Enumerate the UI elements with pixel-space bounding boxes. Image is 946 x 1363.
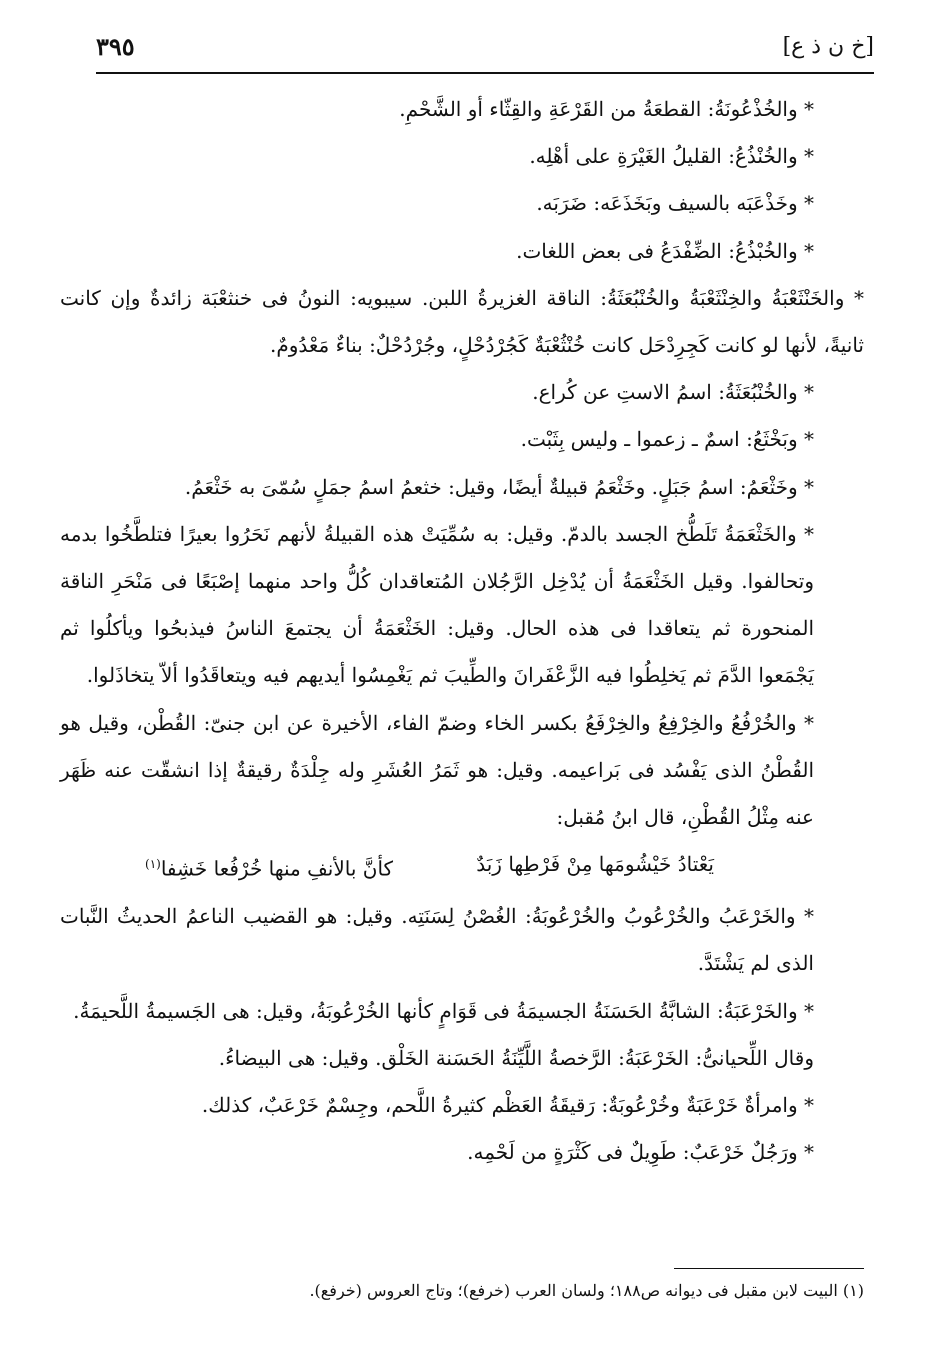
entry-kharaba: * والخَرْعَبَةُ: الشابَّةُ الحَسَنَةُ الجسيمَةُ فى قَوَامٍ كأنها الخُرْعُوبَةُ، وقيل: هى الجَسيمةُ اللَّحيمَةُ.	[73, 998, 814, 1023]
entry-rajul-kharab: * ورَجُلٌ خَرْعَبٌ: طَوِيلٌ فى كَثْرَةٍ من لَحْمِه.	[467, 1140, 814, 1165]
page-header	[96, 30, 874, 70]
entry-kharab: * والخَرْعَبُ والخُرْعُوبُ والخُرْعُوبَةُ: الغُصْنُ لِسَنَتِه. وقيل: هو القضيب الناعمُ الحديثُ النَّبات الذى لم يَشْتَدَّ.	[60, 904, 814, 976]
entry-khundhu: * والخُنْذُعُ: القليلُ الغَيْرَةِ على أهْلِه.	[529, 144, 814, 169]
poetry-verse	[60, 841, 864, 893]
entry-khurfu: * والخُرْفُعُ والخِرْفِعُ والخِرْفَعُ بكسر الخاء وضمّ الفاء، الأخيرة عن ابن جنىّ: القُطْن، وقيل هو القُطْنُ الذى يَفْسُد فى بَراعيمه. وقيل: هو ثَمَرُ العُشَرِ وله جِلْدَةٌ رقيقةٌ إذا انشقّت عنه ظَهَر عنه مِثْلُ القُطْنِ، قال ابنُ مُقبل:	[60, 710, 814, 830]
footnote-marker: (١)	[145, 857, 161, 872]
verse-second-hemistich-text: كأنَّ بالأنفِ منها خُرْفُعا خَشِفا	[160, 856, 394, 881]
verse-first-hemistich: يَعْتادُ خَيْشُومَها مِنْ فَرْطِها زَبَدٌ	[476, 852, 714, 877]
entry-khathaam: * وخَثْعَمُ: اسمُ جَبَلٍ. وخَثْعَمُ قبيلةٌ أيضًا، وقيل: خثعمُ اسمُ جمَلٍ سُمّىَ به خَثْعَمُ.	[184, 474, 814, 499]
entry-khunbuatha: * والخُنْبُعَثَةُ: اسمُ الاستِ عن كُراع.	[532, 380, 814, 405]
verse-second-hemistich	[145, 841, 393, 893]
header-divider	[96, 72, 874, 74]
entry-lihyani-quote: وقال اللِّحيانىُّ: الخَرْعَبَةُ: الرَّخصةُ اللَّيِّنَةُ الحَسَنة الخَلْق. وقيل: هى البيضاءُ.	[218, 1045, 814, 1070]
entry-khadhaba: * وخَذْعَبَه بالسيف وبَخَذَعَه: ضَرَبَه.	[536, 191, 814, 216]
footnote: (١) البيت لابن مقبل فى ديوانه ص١٨٨؛ ولسان العرب (خرفع)؛ وتاج العروس (خرفع).	[309, 1281, 864, 1300]
entry-khathaama: * والخَثْعَمَةُ تَلَطُّخ الجسد بالدمّ. وقيل: به سُمِّيَتْ هذه القبيلةُ لأنهم نَحَرُوا بعيرًا فتلطَّخُوا بدمه وتحالفوا. وقيل الخَثْعَمَةُ أن يُدْخِل الرَّجُلان المُتعاقدان كُلُّ واحد منهما إصْبَعًا فى مَنْحَرِ الناقة المنحورة ثم يتعاقدا فى هذه الحال. وقيل: الخَثْعَمَةُ أن يجتمعَ الناسُ فيذبحُوا ويأكلُوا ثم يَجْمَعوا الدَّمَ ثم يَخلِطُوا فيه الزَّعْفَرانَ والطِّيبَ ثم يَغْمِسُوا أيديهم فيه ويتعاقَدُوا ألاّ يتخاذَلوا.	[60, 521, 814, 688]
entry-khudhuna: * والخُذْعُونَةُ: القطعَةُ من القَرْعَةِ والقِثّاء أو الشَّحْمِ.	[399, 97, 814, 121]
entry-bakhtha: * وبَخْثَعُ: اسمٌ ـ زعموا ـ وليس بِثَبْت.	[520, 427, 814, 452]
footnote-divider	[674, 1268, 864, 1269]
page-number: ٣٩٥	[96, 32, 135, 61]
entry-khanthaaba: * والخَنْثَعْبَةُ والخِنْثَعْبَةُ والخُنْبُعَثَةُ: الناقة الغزيرةُ اللبن. سيبويه: النونُ فى خنثعْبَة زائدةٌ وإن كانت ثانيةً، لأنها لو كانت كَجِرِدْحَل كانت خُنْثُعْبَةٌ كَجُرْدُحْلٍ، وجُرْدُحْلٌ: بناءٌ مَعْدُومٌ.	[60, 285, 864, 358]
entry-imraa-kharaba: * وامرأةٌ خَرْعَبَةٌ وخُرْعُوبَةٌ: رَقيقَةُ العَظْم كثيرةُ اللَّحم، وجِسْمٌ خَرْعَبٌ، كذلك.	[201, 1092, 814, 1117]
entry-khubdhu: * والخُبْذُعُ: الضِّفْدَعُ فى بعض اللغات.	[516, 238, 814, 263]
root-letters-heading: [خ ن ذ ع]	[782, 34, 874, 59]
dictionary-entries	[60, 86, 864, 1176]
